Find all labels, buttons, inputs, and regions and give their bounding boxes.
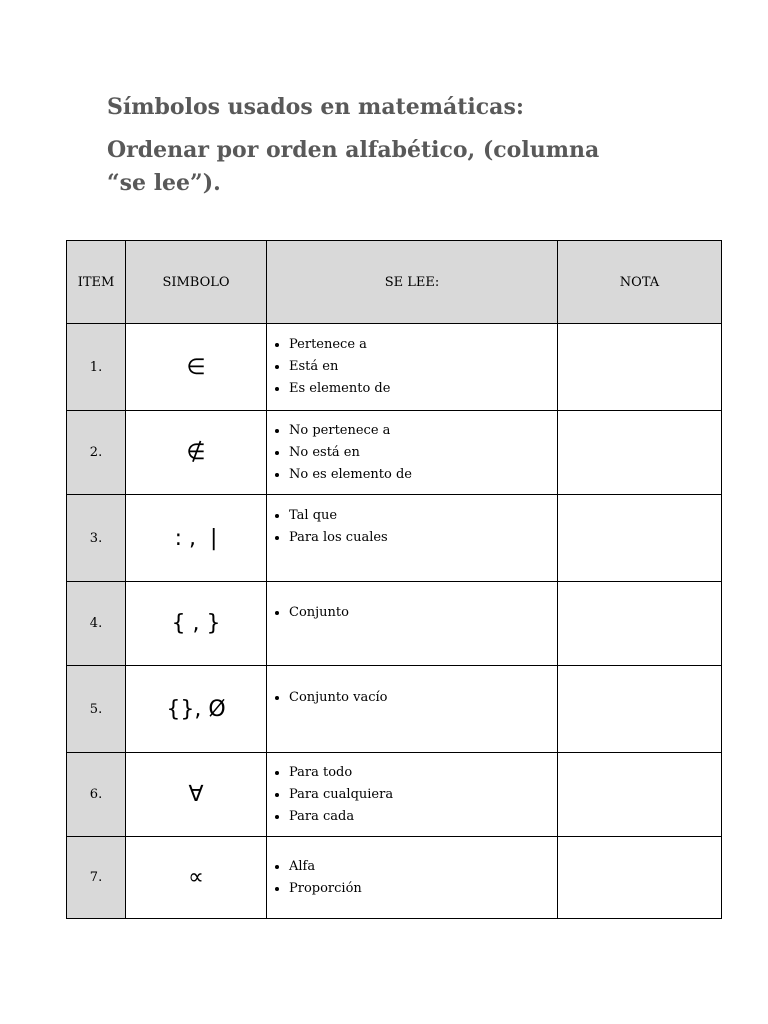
- symbol-cell: { , }: [126, 582, 267, 666]
- reads-cell: [267, 666, 558, 753]
- item-number: 1.: [67, 324, 126, 411]
- reads-cell: [267, 582, 558, 666]
- item-number: 5.: [67, 666, 126, 753]
- symbols-table: [66, 240, 722, 919]
- symbol-cell: : , |: [126, 495, 267, 582]
- symbol-cell: ∝: [126, 837, 267, 919]
- page-title: Símbolos usados en matemáticas:: [107, 94, 524, 120]
- symbol-cell: ∈: [126, 324, 267, 411]
- table-row: [67, 666, 722, 753]
- table-header-row: [67, 241, 722, 324]
- list-item: • No es elemento de: [289, 464, 557, 486]
- table-row: [67, 837, 722, 919]
- reads-list: [267, 505, 557, 549]
- list-item: • Para todo: [289, 762, 557, 784]
- note-cell[interactable]: [558, 753, 722, 837]
- note-cell[interactable]: [558, 837, 722, 919]
- note-cell[interactable]: [558, 666, 722, 753]
- list-item: • Proporción: [289, 878, 557, 900]
- list-item: • No está en: [289, 442, 557, 464]
- table-row: [67, 495, 722, 582]
- list-item: • Pertenece a: [289, 334, 557, 356]
- note-cell[interactable]: [558, 411, 722, 495]
- list-item: • Para los cuales: [289, 527, 557, 549]
- reads-cell: [267, 324, 558, 411]
- list-item: • Alfa: [289, 856, 557, 878]
- list-item: • Conjunto: [289, 602, 557, 624]
- reads-cell: [267, 411, 558, 495]
- list-item: • Está en: [289, 356, 557, 378]
- reads-list: [267, 420, 557, 486]
- list-item: • Para cada: [289, 806, 557, 828]
- note-cell[interactable]: [558, 324, 722, 411]
- table-row: [67, 324, 722, 411]
- item-number: 3.: [67, 495, 126, 582]
- list-item: • Conjunto vacío: [289, 687, 557, 709]
- symbol-cell: ∀: [126, 753, 267, 837]
- reads-cell: [267, 495, 558, 582]
- table-row: [67, 582, 722, 666]
- item-number: 2.: [67, 411, 126, 495]
- header-symbol: SIMBOLO: [126, 241, 267, 324]
- table-row: [67, 411, 722, 495]
- list-item: • No pertenece a: [289, 420, 557, 442]
- header-reads: SE LEE:: [267, 241, 558, 324]
- symbol-cell: ∉: [126, 411, 267, 495]
- reads-list: [267, 687, 557, 709]
- reads-cell: [267, 837, 558, 919]
- reads-list: [267, 856, 557, 900]
- page-subtitle: Ordenar por orden alfabético, (columna “se lee”).: [107, 137, 600, 196]
- reads-cell: [267, 753, 558, 837]
- item-number: 7.: [67, 837, 126, 919]
- list-item: • Tal que: [289, 505, 557, 527]
- reads-list: [267, 762, 557, 828]
- header-item: ITEM: [67, 241, 126, 324]
- list-item: • Para cualquiera: [289, 784, 557, 806]
- list-item: • Es elemento de: [289, 378, 557, 400]
- header-note: NOTA: [558, 241, 722, 324]
- reads-list: [267, 334, 557, 400]
- item-number: 6.: [67, 753, 126, 837]
- item-number: 4.: [67, 582, 126, 666]
- table-row: [67, 753, 722, 837]
- note-cell[interactable]: [558, 582, 722, 666]
- note-cell[interactable]: [558, 495, 722, 582]
- reads-list: [267, 602, 557, 624]
- symbol-cell: {}, Ø: [126, 666, 267, 753]
